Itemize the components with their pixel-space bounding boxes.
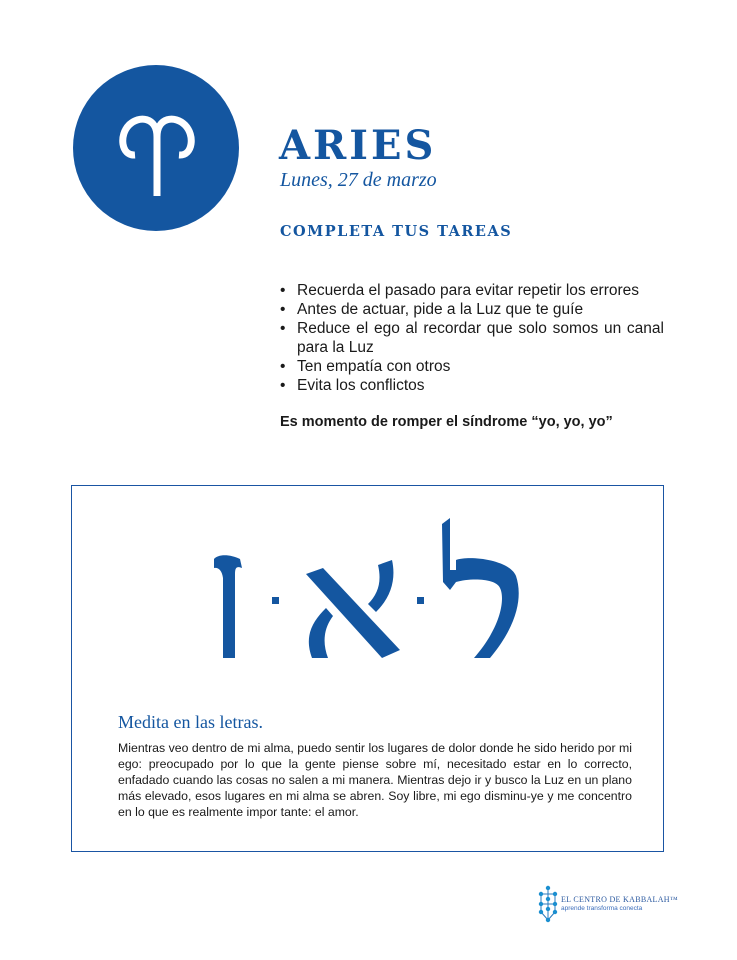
separator-dot — [272, 597, 279, 604]
task-item: • Antes de actuar, pide a la Luz que te guíe — [280, 300, 664, 319]
date-label: Lunes, 27 de marzo — [280, 169, 437, 191]
tree-of-life-icon — [537, 885, 559, 925]
separator-dot — [417, 597, 424, 604]
meditation-heading: Medita en las letras. — [118, 712, 263, 732]
org-name: EL CENTRO DE KABBALAH™ — [561, 895, 679, 904]
tagline: Es momento de romper el síndrome “yo, yo, yo” — [280, 414, 613, 430]
aries-emblem — [73, 65, 239, 231]
tasks-heading: COMPLETA TUS TAREAS — [280, 223, 513, 240]
meditation-text: Mientras veo dentro de mi alma, puedo sentir los lugares de dolor donde he sido herido por mi ego: preocupado por lo que la gente piense sobre mí, necesitado estar en lo correcto, enfadado cuando las cosas no salen a mi manera. Mientras dejo ir y busco la Luz en un plano más elevado, esos lugares en mi alma se abren. Soy libre, mi ego disminu-ye y me concentro en lo que es realmente impor tante: el amor. — [118, 741, 632, 819]
org-slogan: aprende transforma conecta — [561, 905, 643, 912]
task-item: • Ten empatía con otros — [280, 357, 664, 376]
sign-title: ARIES — [279, 122, 437, 169]
kabbalah-centre-logo — [537, 885, 697, 930]
aries-symbol-icon — [73, 65, 239, 231]
task-item: • Evita los conflictos — [280, 376, 664, 395]
hebrew-letter-vav — [214, 555, 242, 658]
task-list — [280, 281, 664, 395]
task-item: • Recuerda el pasado para evitar repetir los errores — [280, 281, 664, 300]
task-item: • Reduce el ego al recordar que solo somos un canal para la Luz — [280, 319, 664, 357]
hebrew-letters — [200, 510, 540, 670]
hebrew-letter-lamed — [442, 518, 519, 658]
